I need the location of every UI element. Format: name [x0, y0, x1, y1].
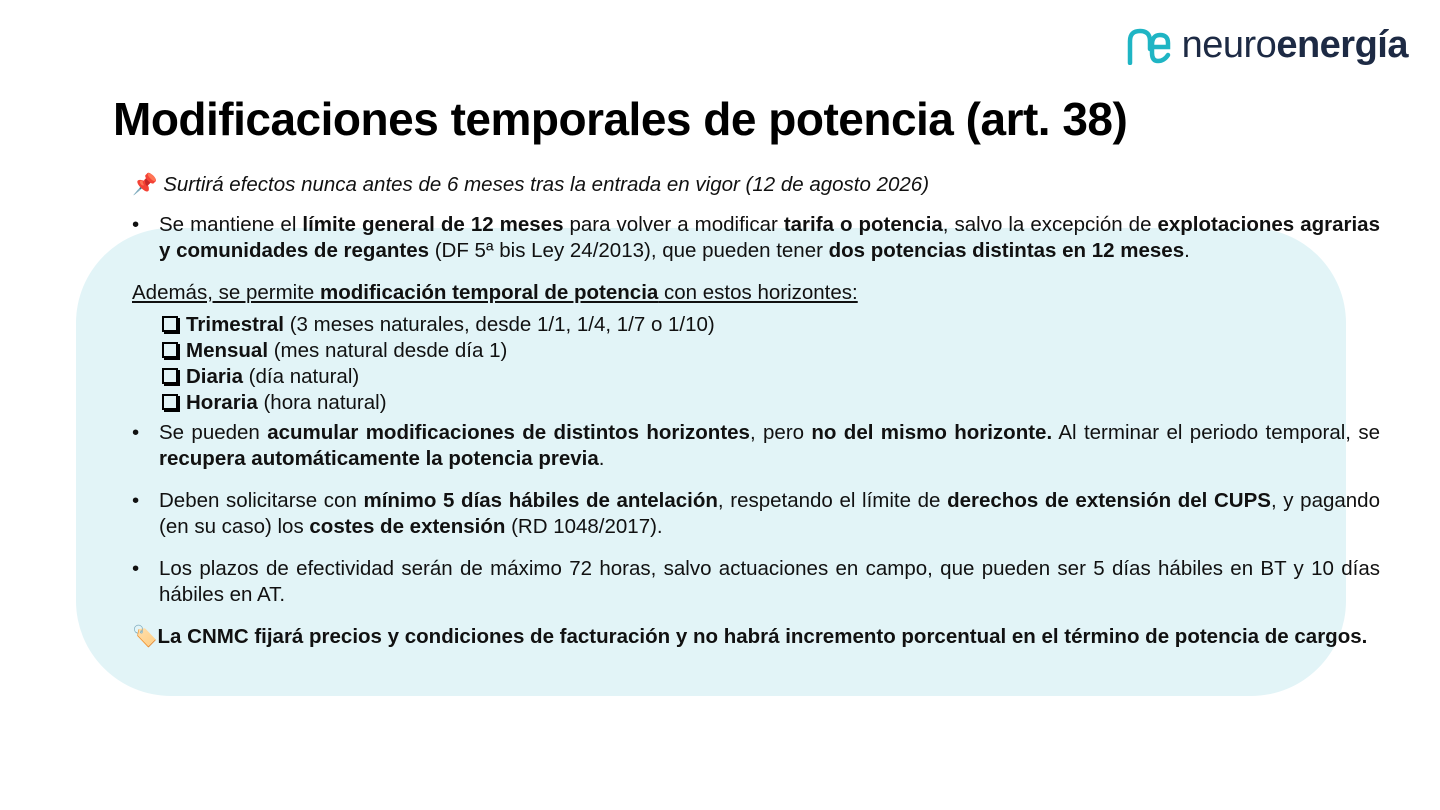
- bullet-dot: •: [132, 421, 140, 444]
- checkbox-icon: [162, 316, 178, 332]
- bold-run: derechos de extensión del CUPS: [947, 489, 1271, 512]
- text-run: para volver a modificar: [563, 213, 784, 236]
- text-run: , y pagando (en su caso) los: [159, 489, 1380, 538]
- bold-run: costes de extensión: [309, 515, 506, 538]
- horizon-item-trimestral: [162, 312, 1380, 338]
- horizon-name: Horaria: [186, 391, 258, 414]
- horizon-desc: (mes natural desde día 1): [268, 339, 508, 362]
- horizons-intro: [132, 280, 858, 306]
- horizon-name: Trimestral: [186, 313, 284, 336]
- text-run: Se pueden: [159, 421, 268, 444]
- text-run: Al terminar el periodo temporal, se: [1052, 421, 1380, 444]
- bullet-item-accumulate: [132, 420, 1380, 472]
- bullet-item-deadlines: [132, 556, 1380, 608]
- closing-text: La CNMC fijará precios y condiciones de facturación y no habrá incremento porcentual en el término de potencia de cargos.: [157, 625, 1368, 648]
- horizon-desc: (hora natural): [257, 391, 387, 414]
- bullet-item-request: [132, 488, 1380, 540]
- horizons-list: [162, 312, 1380, 416]
- text-run: (DF 5ª bis Ley 24/2013), que pueden tener: [429, 239, 829, 262]
- text-run: Deben solicitarse con: [159, 489, 364, 512]
- bullet-list-2: [132, 420, 1380, 608]
- checkbox-icon: [162, 342, 178, 358]
- bold-run: tarifa o potencia: [783, 213, 943, 236]
- text-run: .: [598, 447, 605, 470]
- logo-wordmark: [1182, 26, 1408, 64]
- horizon-item-mensual: [162, 338, 1380, 364]
- text-run: Los plazos de efectividad serán de máximo 72 horas, salvo actuaciones en campo, que pueden ser 5 días hábiles en BT y 10 días hábiles en AT.: [159, 557, 1380, 606]
- bold-run: no del mismo horizonte.: [811, 421, 1053, 444]
- effective-date-note: [132, 172, 1380, 198]
- logo-text-bold: energía: [1276, 24, 1408, 66]
- slide-content: [132, 172, 1380, 671]
- bold-run: modificación temporal de potencia: [320, 281, 659, 304]
- text-run: , respetando el límite de: [717, 489, 948, 512]
- note-text: Surtirá efectos nunca antes de 6 meses tras la entrada en vigor (12 de agosto 2026): [163, 173, 930, 196]
- brand-logo: [1126, 22, 1408, 68]
- bold-run: mínimo 5 días hábiles de antelación: [363, 489, 718, 512]
- bold-run: dos potencias distintas en 12 meses: [828, 239, 1185, 262]
- checkbox-icon: [162, 394, 178, 410]
- checkbox-icon: [162, 368, 178, 384]
- bullet-dot: •: [132, 213, 140, 236]
- text-run: , pero: [749, 421, 812, 444]
- bullet-dot: •: [132, 489, 140, 512]
- bold-run: explotaciones agrarias y comunidades de regantes: [159, 213, 1380, 262]
- bullet-item-limit: [132, 212, 1380, 264]
- bullet-list-1: [132, 212, 1380, 264]
- horizon-item-diaria: [162, 364, 1380, 390]
- horizon-desc: (3 meses naturales, desde 1/1, 1/4, 1/7 o 1/10): [284, 313, 715, 336]
- bullet-dot: •: [132, 557, 140, 580]
- text-run: , salvo la excepción de: [942, 213, 1158, 236]
- text-run: (RD 1048/2017).: [505, 515, 663, 538]
- closing-statement: [132, 624, 1380, 650]
- horizon-name: Diaria: [186, 365, 243, 388]
- page-title: Modificaciones temporales de potencia (art. 38): [113, 93, 1128, 145]
- pushpin-icon: 📌: [132, 173, 158, 196]
- bold-run: límite general de 12 meses: [302, 213, 564, 236]
- horizon-desc: (día natural): [242, 365, 360, 388]
- text-run: .: [1184, 239, 1190, 262]
- logo-mark-icon: [1126, 25, 1172, 65]
- price-tag-icon: 🏷️: [132, 625, 158, 648]
- text-run: con estos horizontes:: [658, 281, 858, 304]
- logo-text-light: neuro: [1181, 24, 1277, 66]
- horizon-name: Mensual: [186, 339, 269, 362]
- text-run: Además, se permite: [132, 281, 320, 304]
- bold-run: acumular modificaciones de distintos horizontes: [267, 421, 750, 444]
- horizon-item-horaria: [162, 390, 1380, 416]
- bold-run: recupera automáticamente la potencia previa: [159, 447, 599, 470]
- text-run: Se mantiene el: [159, 213, 303, 236]
